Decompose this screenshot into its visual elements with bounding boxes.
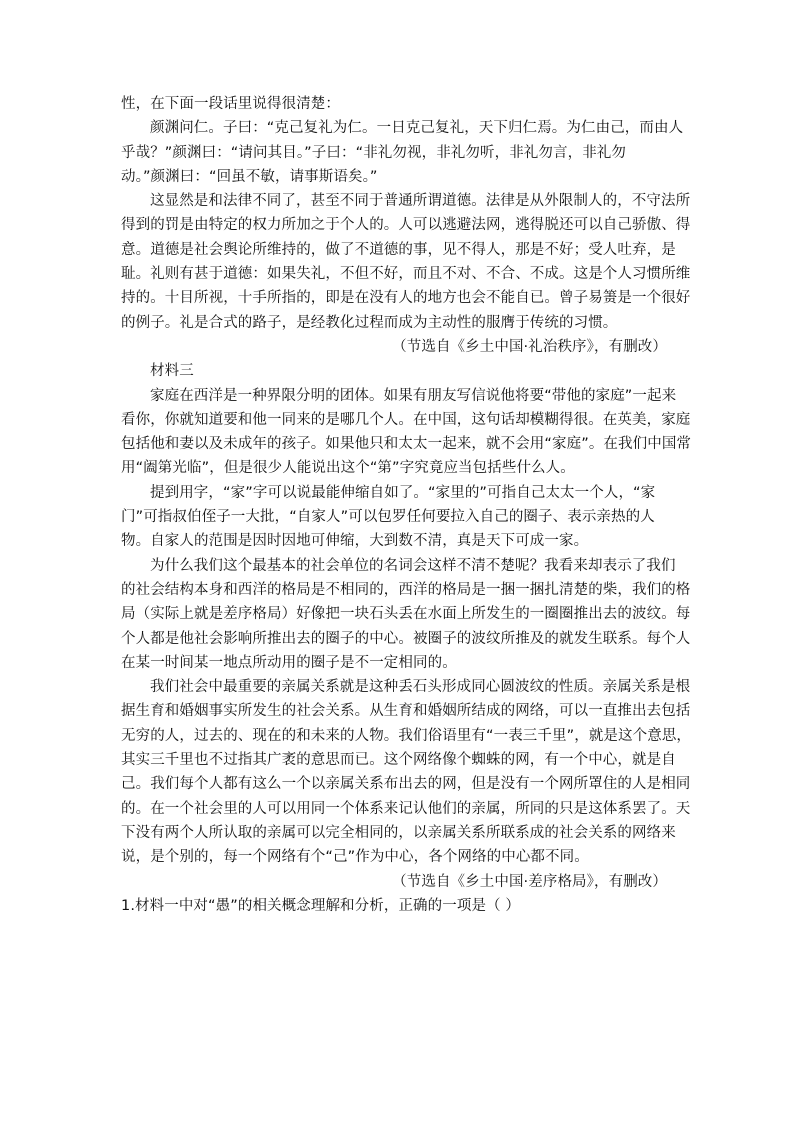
text-line: 得到的罚是由特定的权力所加之于个人的。人可以逃避法网，逃得脱还可以自己骄傲、得 bbox=[121, 217, 691, 234]
text-line: 己。我们每个人都有这么一个以亲属关系布出去的网，但是没有一个网所罩住的人是相同 bbox=[121, 776, 691, 793]
text-line: 物。自家人的范围是因时因地可伸缩，大到数不清，真是天下可成一家。 bbox=[121, 533, 589, 550]
text-line: 性，在下面一段话里说得很清楚： bbox=[121, 96, 340, 112]
text-line: 提到用字，“家”字可以说最能伸缩自如了。“家里的”可指自己太太一个人，“家 bbox=[150, 484, 656, 501]
text-line: 我们社会中最重要的亲属关系就是这种丢石头形成同心圆波纹的性质。亲属关系是根 bbox=[150, 679, 691, 696]
text-column bbox=[121, 92, 692, 918]
text-line: 动。”颜渊曰：“回虽不敏，请事斯语矣。” bbox=[121, 168, 378, 185]
text-line: 用“阖第光临”，但是很少人能说出这个“第”字究竟应当包括些什么人。 bbox=[121, 460, 575, 477]
source-citation: （节选自《乡土中国·差序格局》，有删改） bbox=[392, 873, 667, 890]
text-line: 这显然是和法律不同了，甚至不同于普通所谓道德。法律是从外限制人的，不守法所 bbox=[150, 193, 691, 210]
text-line: 的例子。礼是合式的路子，是经教化过程而成为主动性的服膺于传统的习惯。 bbox=[121, 314, 618, 331]
question-line: 1.材料一中对“愚”的相关概念理解和分析，正确的一项是（ ） bbox=[121, 897, 520, 914]
text-line: 局（实际上就是差序格局）好像把一块石头丢在水面上所发生的一圈圈推出去的波纹。每 bbox=[121, 606, 691, 623]
text-line: 在某一时间某一地点所动用的圈子是不一定相同的。 bbox=[121, 654, 457, 671]
text-line: 乎哉？”颜渊曰：“请问其目。”子曰：“非礼勿视，非礼勿听，非礼勿言，非礼勿 bbox=[121, 144, 626, 161]
text-line: 意。道德是社会舆论所维持的，做了不道德的事，见不得人，那是不好；受人吐弃，是 bbox=[121, 241, 676, 258]
text-line: 为什么我们这个最基本的社会单位的名词会这样不清不楚呢？我看来却表示了我们 bbox=[150, 557, 676, 574]
text-line: 包括他和妻以及未成年的孩子。如果他只和太太一起来，就不会用“家庭”。在我们中国常 bbox=[121, 436, 692, 453]
text-line: 无穷的人，过去的、现在的和未来的人物。我们俗语里有“一表三千里”，就是这个意思， bbox=[121, 727, 692, 744]
section-heading: 材料三 bbox=[150, 363, 194, 380]
source-citation: （节选自《乡土中国·礼治秩序》，有删改） bbox=[392, 338, 667, 355]
text-line: 下没有两个人所认取的亲属可以完全相同的，以亲属关系所联系成的社会关系的网络来 bbox=[121, 824, 676, 841]
text-line: 看你，你就知道要和他一同来的是哪几个人。在中国，这句话却模糊得很。在英美，家庭 bbox=[121, 411, 691, 428]
text-line: 其实三千里也不过指其广袤的意思而已。这个网络像个蜘蛛的网，有一个中心，就是自 bbox=[121, 752, 676, 769]
text-line: 的社会结构本身和西洋的格局是不相同的，西洋的格局是一捆一捆扎清楚的柴，我们的格 bbox=[121, 581, 691, 598]
text-line: 的。在一个社会里的人可以用同一个体系来记认他们的亲属，所同的只是这体系罢了。天 bbox=[121, 800, 691, 817]
text-line: 耻。礼则有甚于道德：如果失礼，不但不好，而且不对、不合、不成。这是个人习惯所维 bbox=[121, 266, 691, 283]
text-line: 家庭在西洋是一种界限分明的团体。如果有朋友写信说他将要“带他的家庭”一起来 bbox=[150, 387, 677, 404]
text-line: 说，是个别的，每一个网络有个“己”作为中心，各个网络的中心都不同。 bbox=[121, 849, 589, 866]
text-line: 颜渊问仁。子曰：“克己复礼为仁。一日克己复礼，天下归仁焉。为仁由己，而由人 bbox=[150, 120, 684, 137]
text-line: 个人都是他社会影响所推出去的圈子的中心。被圈子的波纹所推及的就发生联系。每个人 bbox=[121, 630, 691, 647]
text-line: 门”可指叔伯侄子一大批，“自家人”可以包罗任何要拉入自己的圈子、表示亲热的人 bbox=[121, 509, 655, 526]
text-line: 持的。十目所视，十手所指的，即是在没有人的地方也会不能自已。曾子易箦是一个很好 bbox=[121, 290, 691, 307]
text-line: 据生育和婚姻事实所发生的社会关系。从生育和婚姻所结成的网络，可以一直推出去包括 bbox=[121, 703, 691, 720]
